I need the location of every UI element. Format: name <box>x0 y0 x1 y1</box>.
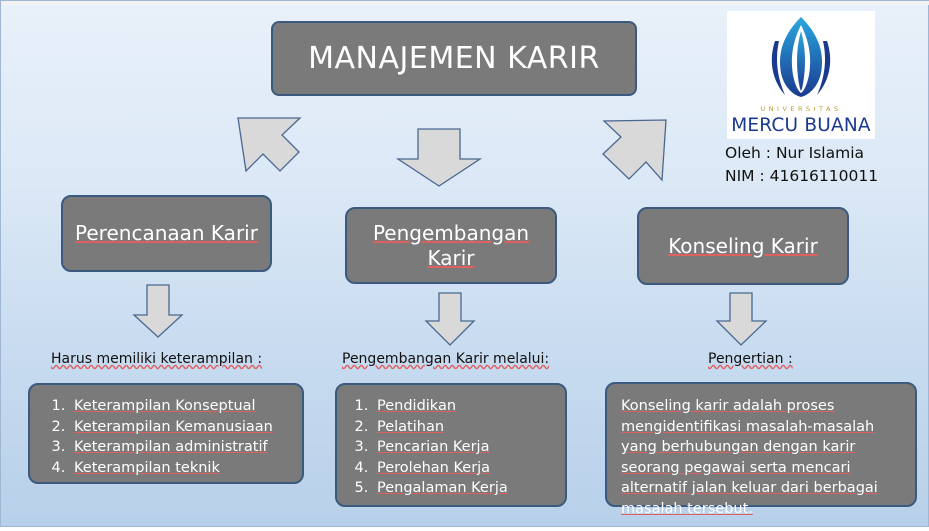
arrow-to-pengembangan <box>398 129 480 186</box>
arrow-konseling-down <box>717 293 766 345</box>
arrow-to-konseling <box>603 120 666 180</box>
logo-university-name: MERCU BUANA <box>731 115 871 136</box>
pengembangan-caption: Pengembangan Karir melalui: <box>342 351 550 367</box>
university-logo <box>727 11 875 139</box>
list-item: 1. Pendidikan <box>373 396 508 417</box>
perencanaan-list-box <box>28 383 304 484</box>
perencanaan-heading: Perencanaan Karir <box>75 221 258 245</box>
pengembangan-heading-line1: Pengembangan <box>372 220 530 245</box>
konseling-caption: Pengertian : <box>708 351 793 367</box>
list-item: 1. Keterampilan Konseptual <box>70 396 273 417</box>
list-item: 3. Keterampilan administratif <box>70 437 273 458</box>
author-nim: NIM : 41616110011 <box>725 167 879 185</box>
perencanaan-caption: Harus memiliki keterampilan : <box>51 351 263 367</box>
list-item: 2. Keterampilan Kemanusiaan <box>70 417 273 438</box>
list-item: 4. Keterampilan teknik <box>70 458 273 479</box>
author-name: Oleh : Nur Islamia <box>725 144 865 162</box>
arrow-perencanaan-down <box>134 285 182 337</box>
konseling-heading: Konseling Karir <box>668 233 818 258</box>
pengembangan-list-box <box>335 383 567 507</box>
arrow-pengembangan-down <box>426 293 474 345</box>
konseling-definition: Konseling karir adalah proses mengidentifikasi masalah-masalah yang berhubungan dengan karir seorang pegawai serta mencari alternatif jalan keluar dari berbagai masalah tersebut. <box>621 398 878 517</box>
konseling-definition-box <box>605 382 917 517</box>
main-title: MANAJEMEN KARIR <box>308 41 600 76</box>
list-item: 3. Pencarian Kerja <box>373 437 508 458</box>
konseling-box <box>637 207 849 285</box>
pengembangan-box <box>345 207 557 284</box>
pengembangan-list <box>337 396 508 499</box>
mercu-buana-emblem-icon <box>727 11 875 103</box>
perencanaan-list <box>30 396 273 478</box>
arrow-to-perencanaan <box>238 118 300 171</box>
perencanaan-box <box>61 195 272 272</box>
logo-universitas-text: UNIVERSITAS <box>760 105 842 113</box>
list-item: 4. Perolehan Kerja <box>373 458 508 479</box>
list-item: 5. Pengalaman Kerja <box>373 478 508 499</box>
list-item: 2. Pelatihan <box>373 417 508 438</box>
main-title-box <box>271 21 637 96</box>
pengembangan-heading-line2: Karir <box>427 245 475 270</box>
